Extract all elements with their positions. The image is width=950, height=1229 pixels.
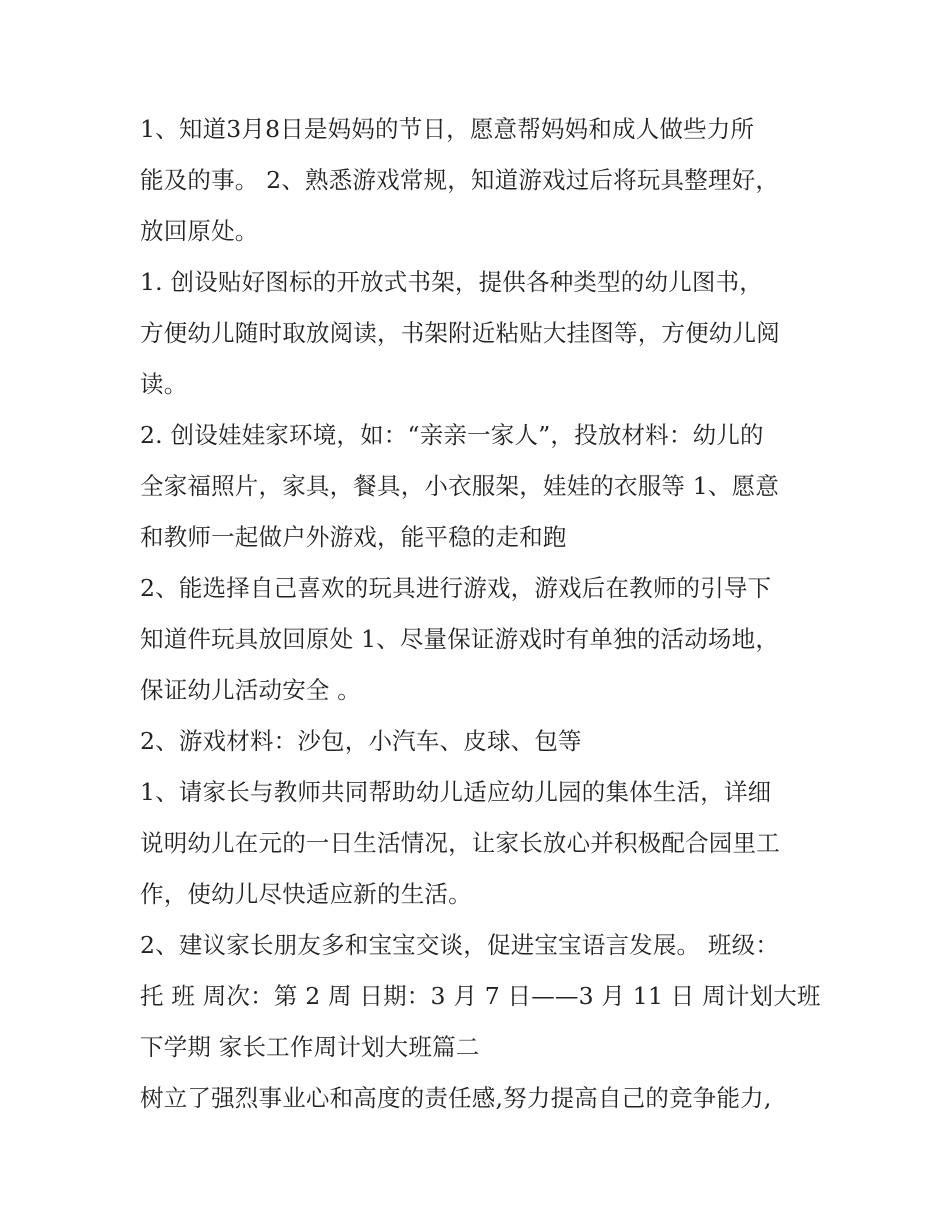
text-line: 1、知道3月8日是妈妈的节日，愿意帮妈妈和成人做些力所 [140, 115, 755, 143]
text-line: 说明幼儿在元的一日生活情况，让家长放心并积极配合园里工 [140, 829, 780, 857]
text-line: 全家福照片，家具，餐具，小衣服架，娃娃的衣服等 1、愿意 [140, 472, 780, 500]
text-line: 托 班 周次：第 2 周 日期：3 月 7 日——3 月 11 日 周计划大班 [140, 982, 821, 1010]
text-line: 树立了强烈事业心和高度的责任感,努力提高自己的竞争能力, [140, 1084, 772, 1112]
document-body [140, 104, 820, 1124]
text-line: 保证幼儿活动安全 。 [140, 676, 361, 704]
text-line: 放回原处。 [140, 217, 259, 245]
text-line: 和教师一起做户外游戏，能平稳的走和跑 [140, 523, 567, 551]
text-line: 读。 [140, 370, 188, 398]
text-line: 2. 创设娃娃家环境，如：“亲亲一家人”，投放材料：幼儿的 [140, 421, 764, 449]
text-line: 2、能选择自己喜欢的玩具进行游戏，游戏后在教师的引导下 [140, 574, 772, 602]
text-line: 作，使幼儿尽快适应新的生活。 [140, 880, 472, 908]
text-line: 2、建议家长朋友多和宝宝交谈，促进宝宝语言发展。 班级： [140, 931, 780, 959]
text-line: 下学期 家长工作周计划大班篇二 [140, 1033, 480, 1061]
text-line: 2、游戏材料：沙包，小汽车、皮球、包等 [140, 727, 582, 755]
text-line: 知道件玩具放回原处 1、尽量保证游戏时有单独的活动场地， [140, 625, 780, 653]
text-line: 1、请家长与教师共同帮助幼儿适应幼儿园的集体生活，详细 [140, 778, 772, 806]
text-line: 1. 创设贴好图标的开放式书架，提供各种类型的幼儿图书， [140, 268, 763, 296]
text-line: 方便幼儿随时取放阅读，书架附近粘贴大挂图等，方便幼儿阅 [140, 319, 780, 347]
text-line: 能及的事。 2、熟悉游戏常规，知道游戏过后将玩具整理好， [140, 166, 780, 194]
